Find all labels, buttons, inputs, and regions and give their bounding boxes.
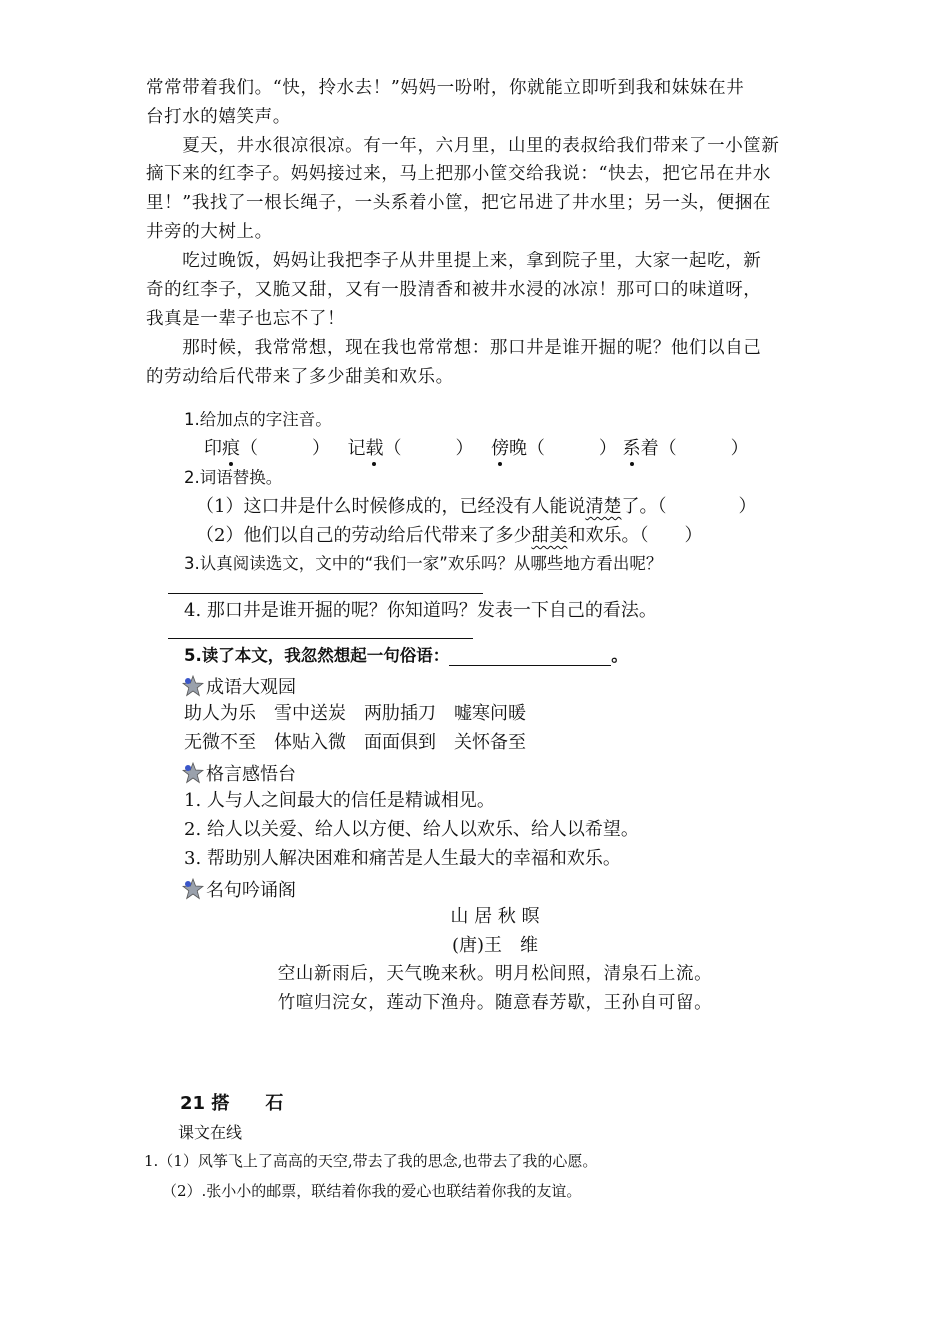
lesson-subtitle: 课文在线 [178,1123,243,1142]
question-5: 5.读了本文，我忽然想起一句俗语： 。 [184,646,628,665]
maxim-item: 2. 给人以关爱、给人以方便、给人以欢乐、给人以希望。 [184,819,639,840]
idioms-section-title: 成语大观园 [182,675,296,697]
question-2-sentence-2: （2）他们以自己的劳动给后代带来了多少甜美和欢乐。（ ） [196,525,703,546]
pinyin-item: 傍晚（ ） [490,438,617,459]
passage-line: 井旁的大树上。 [146,222,273,242]
star-bullet-icon [182,878,204,900]
answer-line [168,638,473,639]
poem-author: (唐)王 维 [451,935,539,956]
question-2-sentence-1: （1）这口井是什么时候修成的，已经没有人能说清楚了。（ ） [196,496,757,517]
passage-line: 奇的红李子，又脆又甜，又有一股清香和被井水浸的冰凉！那可口的味道呀， [146,280,762,300]
passage-line: 的劳动给后代带来了多少甜美和欢乐。 [146,367,454,387]
passage-line: 里！”我找了一根长绳子，一头系着小筐，把它吊进了井水里；另一头，便捆在 [146,193,771,213]
replace-word: 清楚 [585,496,622,517]
passage-line: 常常带着我们。“快，拎水去！”妈妈一吩咐，你就能立即听到我和妹妹在井 [146,78,745,98]
passage-line: 台打水的嬉笑声。 [146,107,291,127]
poem-title: 山 居 秋 暝 [450,906,540,927]
passage-line: 我真是一辈子也忘不了！ [146,309,346,329]
passage-line: 摘下来的红李子。妈妈接过来，马上把那小筐交给我说：“快去，把它吊在井水 [146,164,771,184]
passage-line: 那时候，我常常想，现在我也常常想：那口井是谁开掘的呢？他们以自己 [146,338,762,358]
idioms-row: 无微不至 体贴入微 面面俱到 关怀备至 [184,732,526,753]
star-bullet-icon [182,675,204,697]
lesson-answer: 1.（1）风筝飞上了高高的天空,带去了我的思念,也带去了我的心愿。 [144,1152,598,1170]
star-bullet-icon [182,762,204,784]
question-1-label: 1.给加点的字注音。 [184,410,332,429]
maxim-item: 1. 人与人之间最大的信任是精诚相见。 [184,790,495,811]
maxims-section-title: 格言感悟台 [182,762,296,784]
idioms-row: 助人为乐 雪中送炭 两肋插刀 嘘寒问暖 [184,703,526,724]
poem-line: 空山新雨后，天气晚来秋。明月松间照，清泉石上流。 [277,964,713,984]
passage-line: 吃过晚饭，妈妈让我把李子从井里提上来，拿到院子里，大家一起吃，新 [146,251,762,271]
question-3-label: 3.认真阅读选文，文中的“我们一家”欢乐吗？从哪些地方看出呢？ [184,554,663,573]
question-1-items [204,440,749,458]
lesson-answer: （2）.张小小的邮票，联结着你我的爱心也联结着你我的友谊。 [162,1182,582,1200]
lesson-title: 21 搭 石 [180,1093,284,1114]
passage-line: 夏天，井水很凉很凉。有一年，六月里，山里的表叔给我们带来了一小筐新 [146,136,780,156]
poem-section-title: 名句吟诵阁 [182,878,296,900]
maxim-item: 3. 帮助别人解决困难和痛苦是人生最大的幸福和欢乐。 [184,848,621,869]
pinyin-item: 记载（ ） [347,438,474,459]
poem-line: 竹喧归浣女，莲动下渔舟。随意春芳歇，王孙自可留。 [277,993,713,1013]
replace-word: 甜美 [531,525,568,546]
answer-blank [449,648,611,666]
pinyin-item: 印痕（ ） [204,438,330,459]
answer-line [168,593,483,594]
question-2-label: 2.词语替换。 [184,468,283,487]
pinyin-item: 系着（ ） [622,438,749,459]
question-4-label: 4. 那口井是谁开掘的呢？你知道吗？发表一下自己的看法。 [184,600,657,621]
